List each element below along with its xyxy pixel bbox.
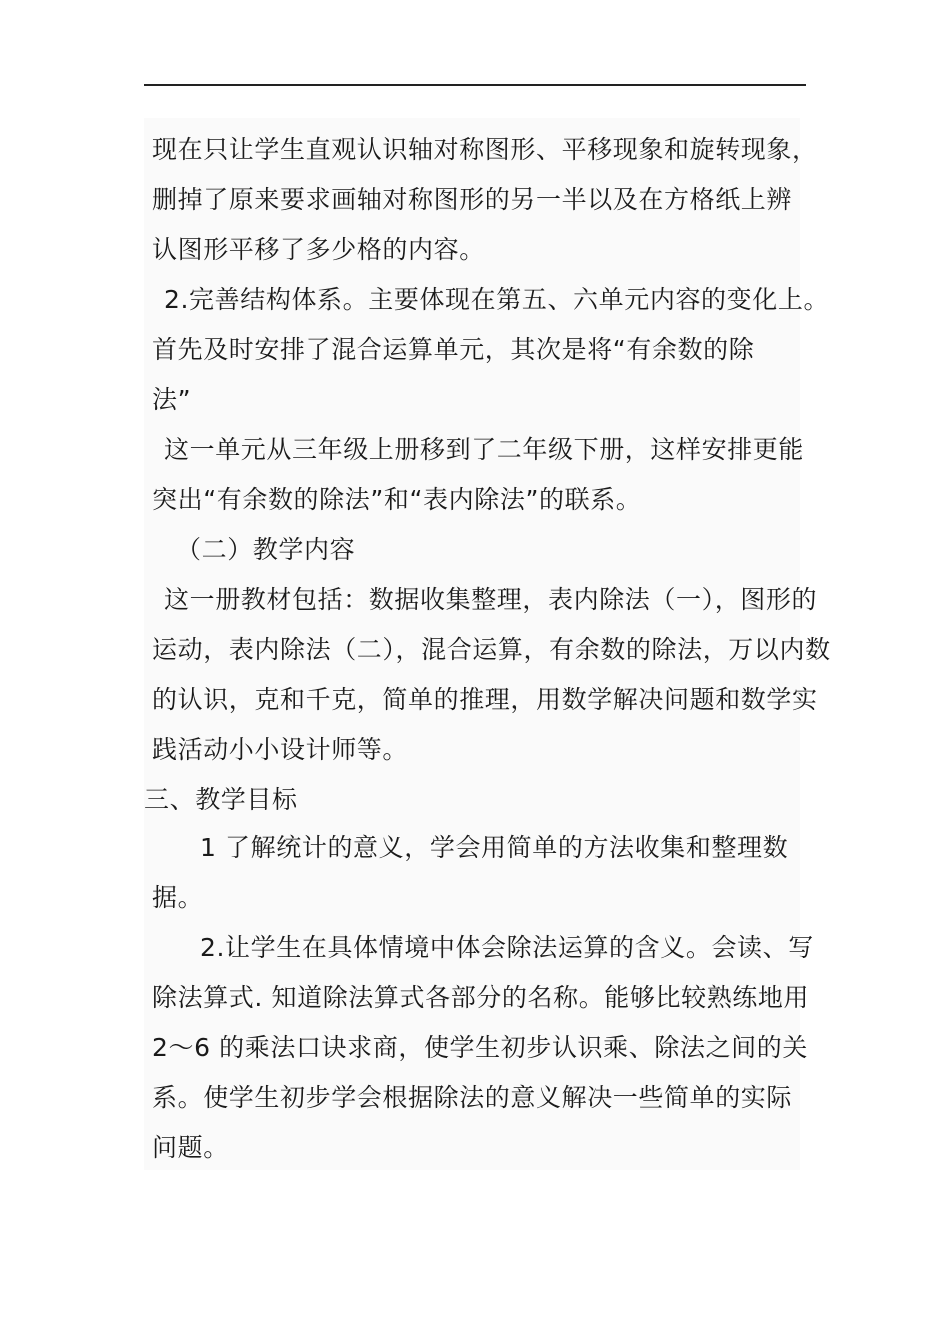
paragraph-line: 运动，表内除法（二），混合运算，有余数的除法，万以内数: [152, 635, 831, 664]
paragraph-line: 2.让学生在具体情境中体会除法运算的含义。会读、写: [200, 933, 814, 962]
section-heading: 三、教学目标: [144, 785, 298, 814]
paragraph-line: 这一册教材包括：数据收集整理，表内除法（一），图形的: [164, 585, 818, 614]
paragraph-line: 问题。: [152, 1133, 229, 1162]
paragraph-line: 首先及时安排了混合运算单元，其次是将“有余数的除: [152, 335, 755, 364]
paragraph-line: 2.完善结构体系。主要体现在第五、六单元内容的变化上。: [164, 285, 830, 314]
paragraph-line: 删掉了原来要求画轴对称图形的另一半以及在方格纸上辨: [152, 185, 793, 214]
paragraph-line: 践活动小小设计师等。: [152, 735, 409, 764]
paragraph-line: 突出“有余数的除法”和“表内除法”的联系。: [152, 485, 642, 514]
paragraph-line: 认图形平移了多少格的内容。: [152, 235, 485, 264]
paragraph-line: 据。: [152, 883, 204, 912]
header-rule: [144, 84, 806, 86]
paragraph-line: 这一单元从三年级上册移到了二年级下册，这样安排更能: [164, 435, 805, 464]
section-heading: （二）教学内容: [176, 535, 356, 564]
paragraph-line: 系。使学生初步学会根据除法的意义解决一些简单的实际: [152, 1083, 793, 1112]
paragraph-line: 除法算式. 知道除法算式各部分的名称。能够比较熟练地用: [152, 983, 810, 1012]
paragraph-line: 2～6 的乘法口诀求商，使学生初步认识乘、除法之间的关: [152, 1033, 808, 1062]
paragraph-line: 法”: [152, 385, 192, 414]
paragraph-line: 的认识，克和千克，简单的推理，用数学解决问题和数学实: [152, 685, 818, 714]
paragraph-line: 现在只让学生直观认识轴对称图形、平移现象和旋转现象，: [152, 135, 818, 164]
paragraph-line: 1 了解统计的意义，学会用简单的方法收集和整理数: [200, 833, 789, 862]
